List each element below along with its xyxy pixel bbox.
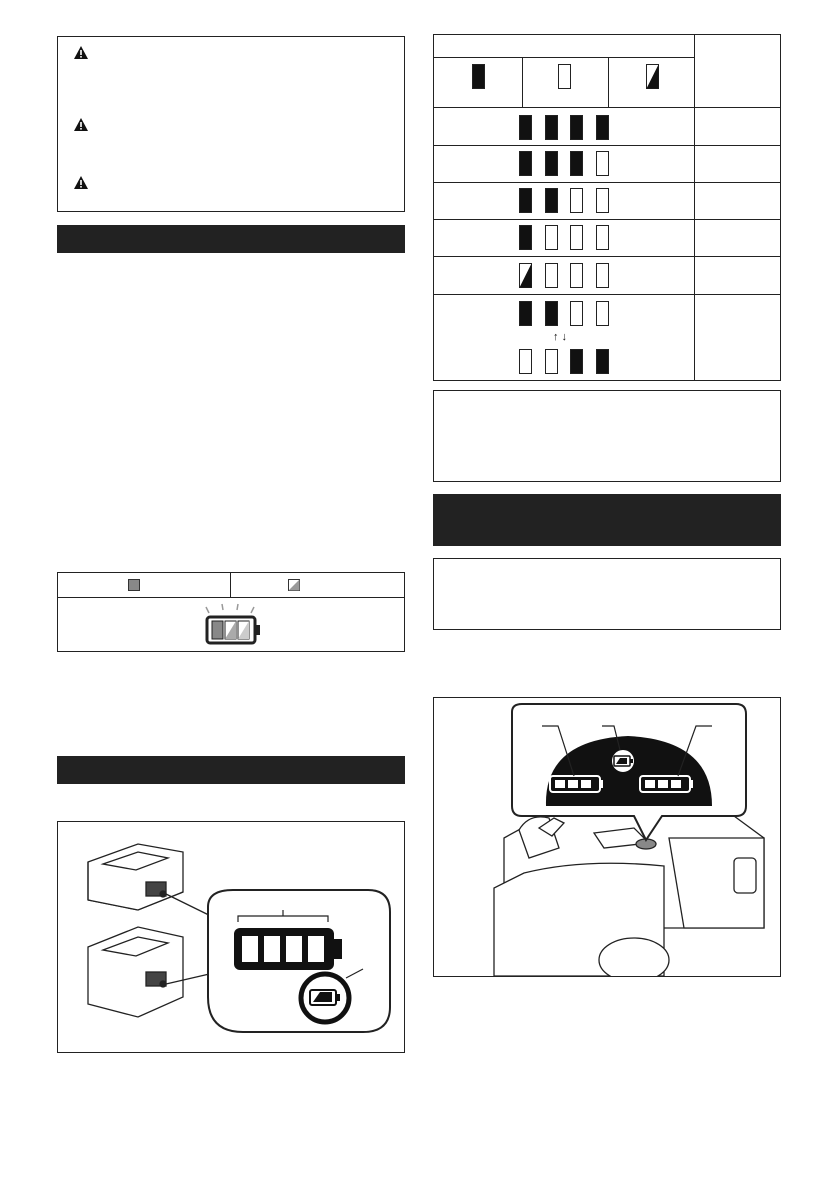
lit-indicator-symbol xyxy=(472,64,485,89)
battery-cartridge-figure xyxy=(57,821,405,1053)
warning-box xyxy=(57,36,405,212)
alternating-arrows: ↑ ↓ xyxy=(553,331,568,343)
off-indicator-symbol xyxy=(558,64,571,89)
tool-indicator-illustration xyxy=(434,698,780,976)
section-heading-bar xyxy=(57,225,405,253)
warning-triangle-icon xyxy=(73,175,89,190)
battery-cartridge-illustration xyxy=(58,822,404,1051)
tool-indicator-figure xyxy=(433,697,781,977)
lit-indicator-swatch xyxy=(128,579,140,591)
battery-indicator-icon xyxy=(193,601,273,649)
half-lit-indicator-swatch xyxy=(288,579,300,591)
note-box xyxy=(433,390,781,482)
section-heading-bar xyxy=(433,494,781,546)
remaining-capacity-table xyxy=(433,34,781,381)
note-box xyxy=(433,558,781,630)
indicator-legend-table xyxy=(57,572,405,652)
warning-triangle-icon xyxy=(73,117,89,132)
section-heading-bar xyxy=(57,756,405,784)
blinking-indicator-symbol xyxy=(646,64,659,89)
warning-triangle-icon xyxy=(73,45,89,60)
